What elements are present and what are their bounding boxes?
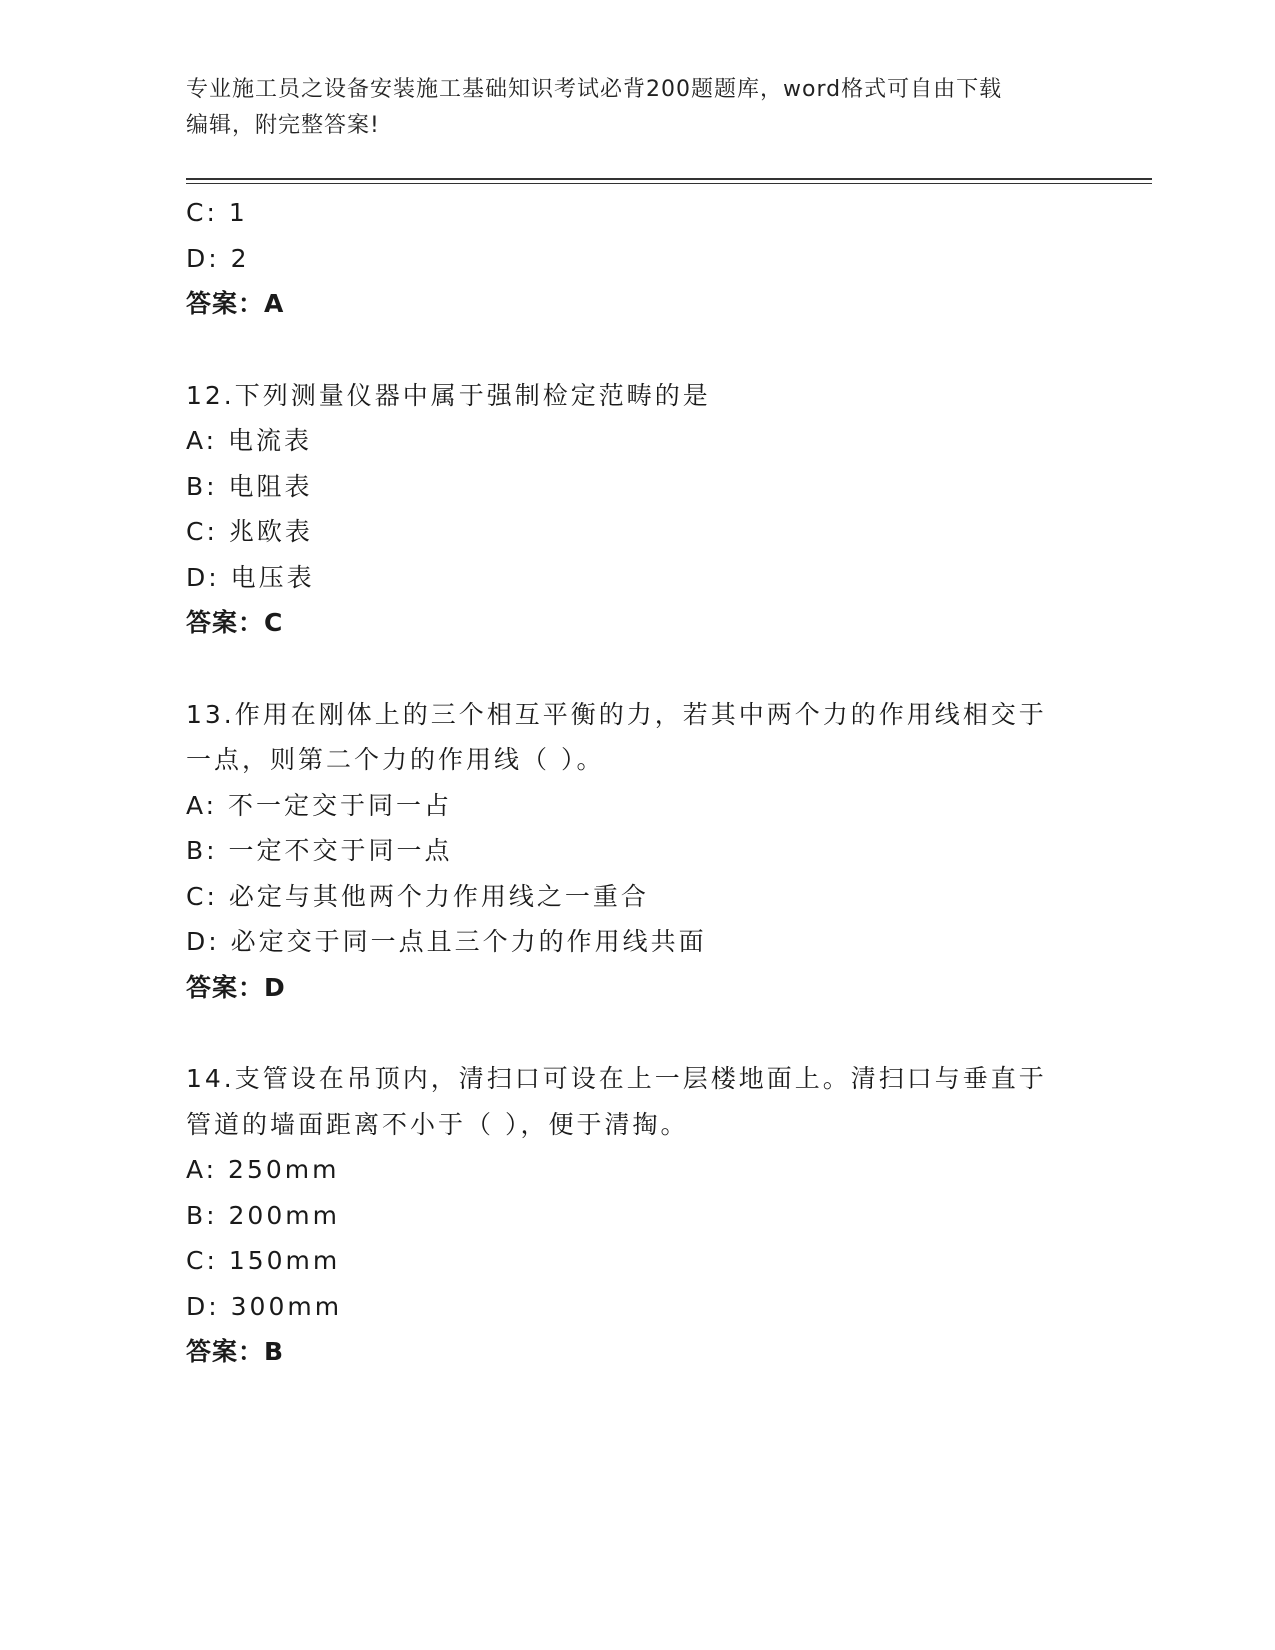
question-11-tail [186,190,1086,327]
spacer [186,646,1086,692]
option-c: C: 150mm [186,1246,341,1275]
option-a: A: 250mm [186,1155,340,1184]
spacer [186,1010,1086,1056]
spacer [186,327,1086,373]
option-a: A: 电流表 [186,426,313,455]
option-d: D: 2 [186,243,250,273]
header-rule-thin [186,183,1152,184]
question-stem-line-1: 13.作用在刚体上的三个相互平衡的力，若其中两个力的作用线相交于 [186,699,1047,729]
header-line-1: 专业施工员之设备安装施工基础知识考试必背200题题库，word格式可自由下载 [186,77,1003,102]
option-c: C: 兆欧表 [186,517,313,546]
answer-line: 答案：A [186,289,285,318]
question-stem-line-2: 一点，则第二个力的作用线（ ）。 [186,745,605,774]
option-b: B: 一定不交于同一点 [186,836,453,865]
page-header [186,72,1086,144]
option-b: B: 200mm [186,1200,340,1230]
answer-line: 答案：B [186,1337,285,1366]
option-d: D: 必定交于同一点且三个力的作用线共面 [186,927,707,956]
answer-line: 答案：C [186,608,284,637]
question-stem-line-1: 14.支管设在吊顶内，清扫口可设在上一层楼地面上。清扫口与垂直于 [186,1064,1047,1093]
question-stem-line-2: 管道的墙面距离不小于（ ），便于清掏。 [186,1109,689,1139]
header-line-2: 编辑，附完整答案! [186,113,380,138]
question-list [186,190,1086,1375]
question-stem: 12.下列测量仪器中属于强制检定范畴的是 [186,380,711,410]
option-d: D: 300mm [186,1291,343,1321]
option-c: C: 必定与其他两个力作用线之一重合 [186,881,649,911]
option-c: C: 1 [186,198,248,227]
question-13 [186,692,1086,1011]
option-d: D: 电压表 [186,562,315,592]
header-rule-thick [186,178,1152,180]
option-a: A: 不一定交于同一占 [186,790,453,820]
option-b: B: 电阻表 [186,471,313,501]
answer-line: 答案：D [186,972,286,1002]
question-12 [186,373,1086,646]
question-14 [186,1056,1086,1375]
